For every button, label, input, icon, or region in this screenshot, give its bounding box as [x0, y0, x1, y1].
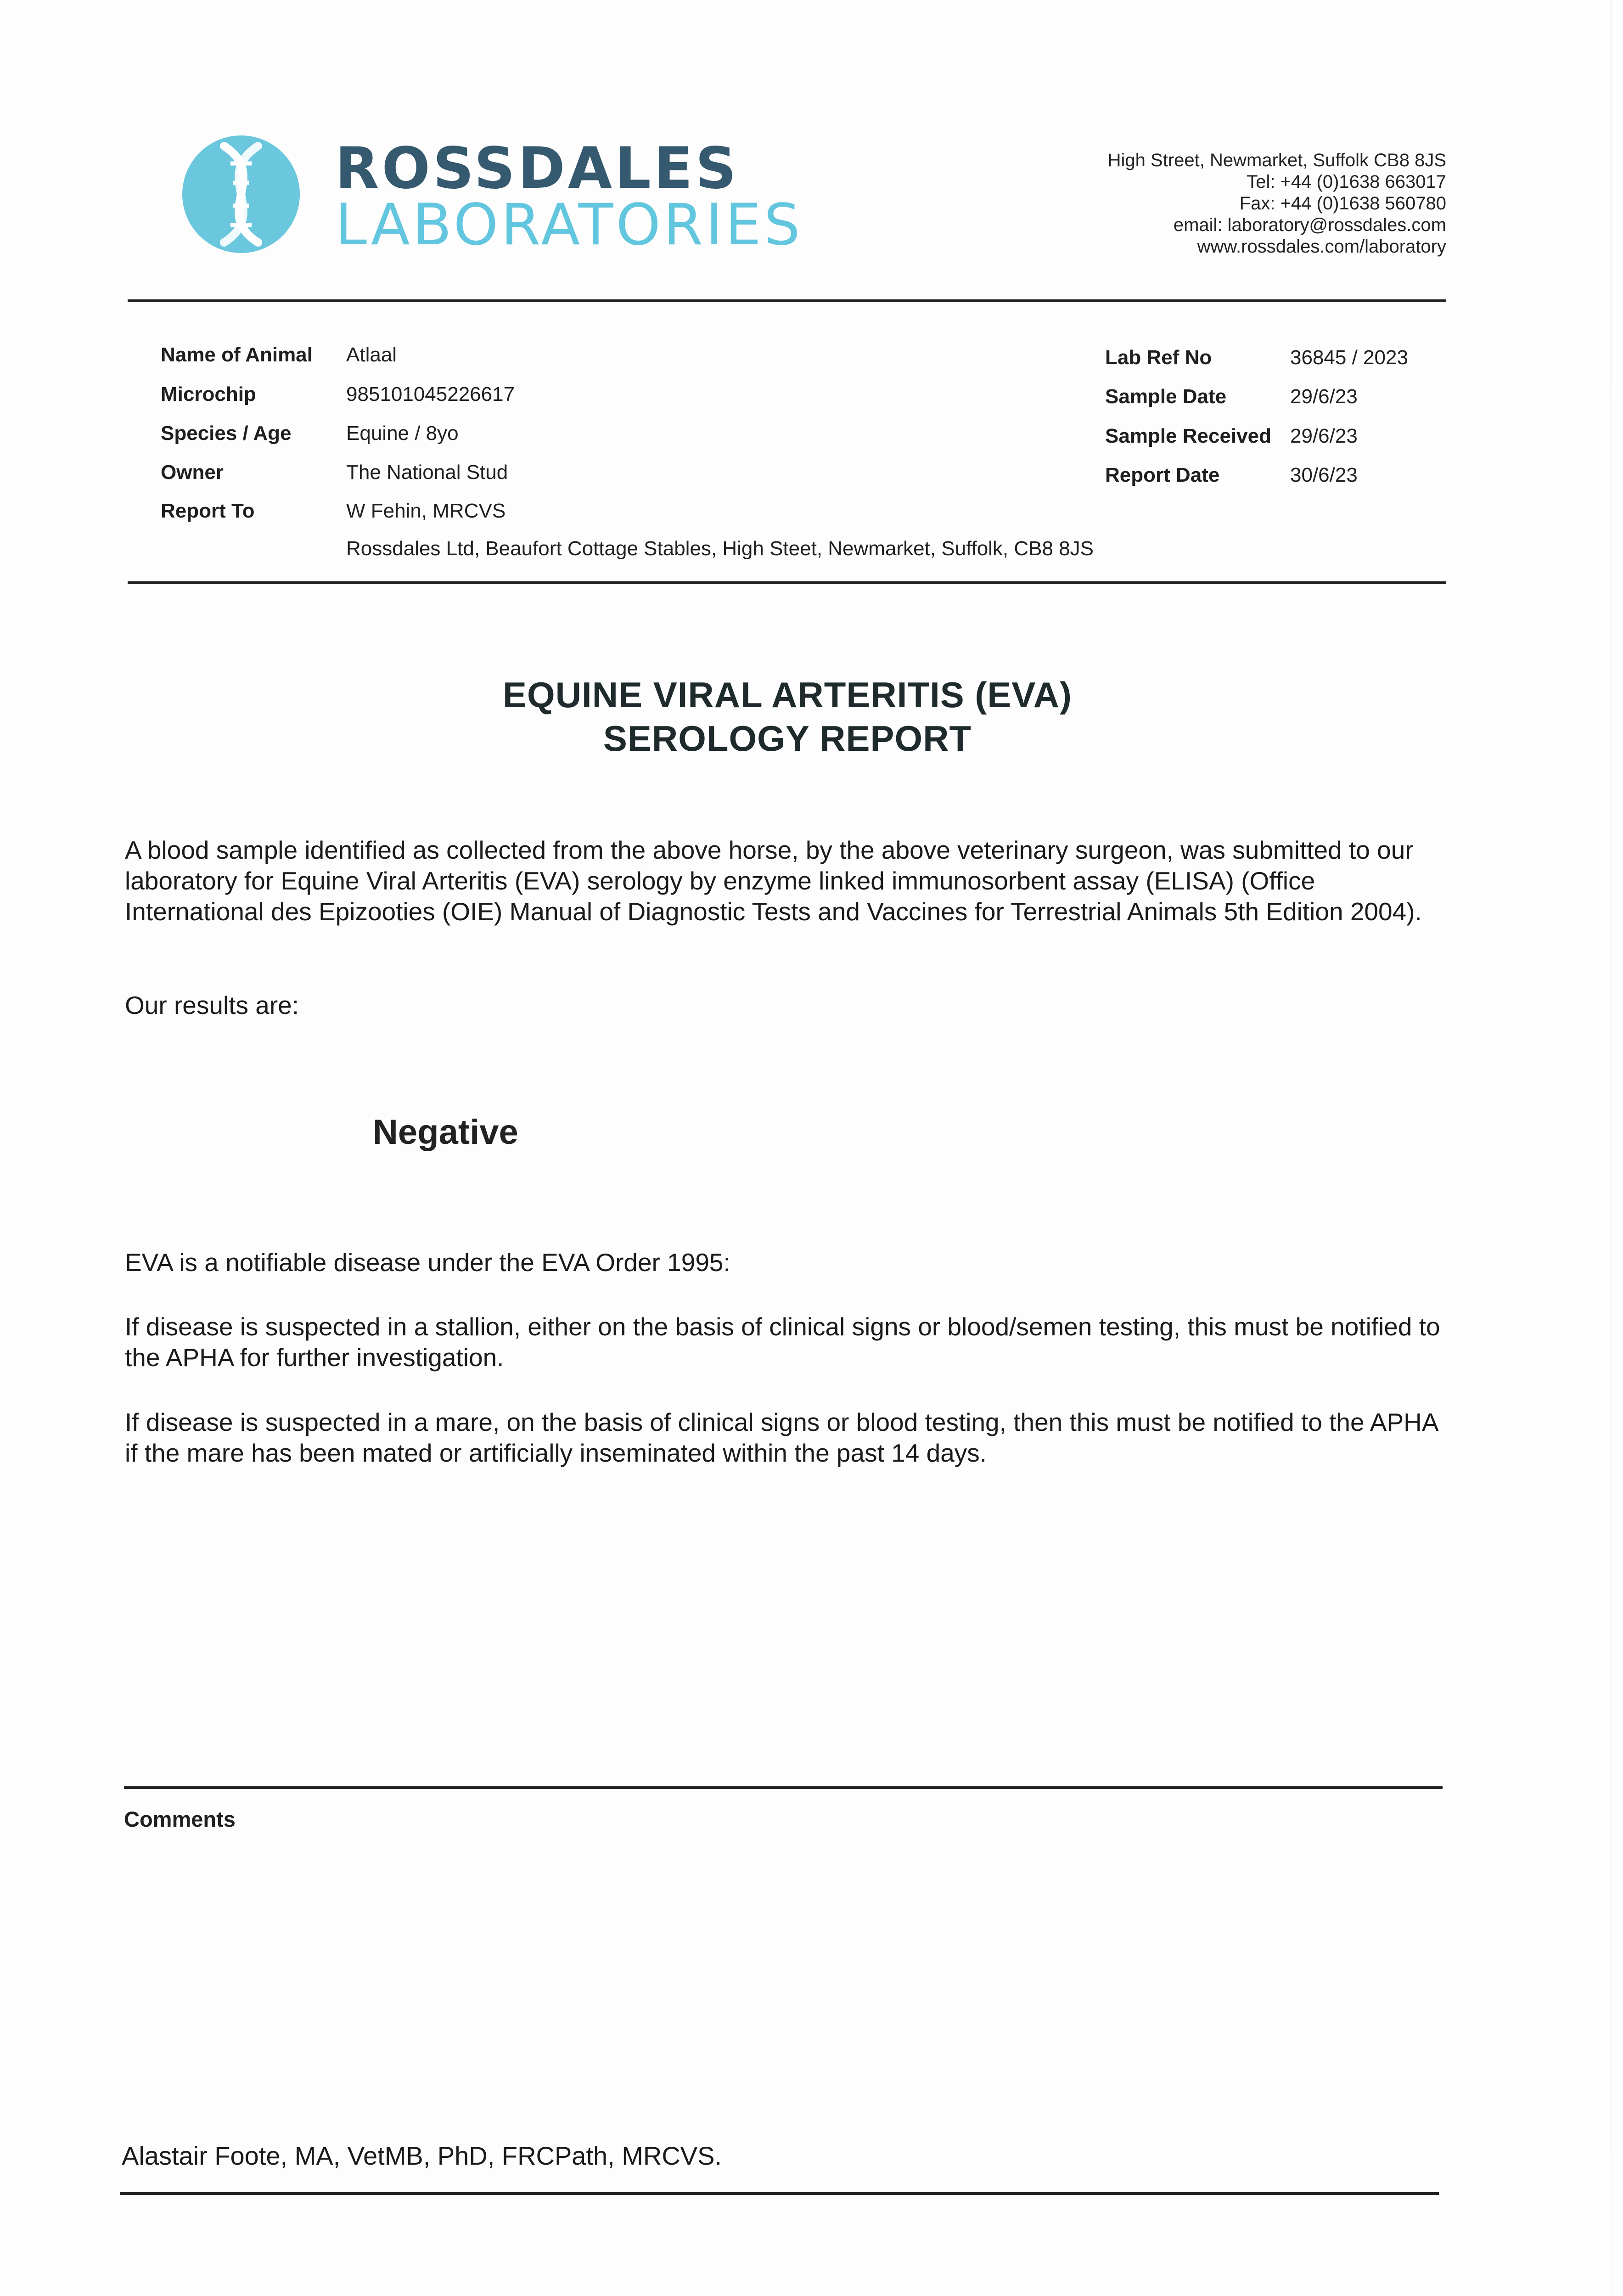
- microchip-value: 985101045226617: [346, 383, 515, 405]
- owner-label: Owner: [161, 461, 224, 484]
- lab-ref-value: 36845 / 2023: [1290, 346, 1408, 369]
- brand-name-line2: LABORATORIES: [335, 192, 803, 258]
- divider-comments: [124, 1786, 1443, 1789]
- lab-ref-label: Lab Ref No: [1105, 346, 1212, 369]
- owner-value: The National Stud: [346, 461, 508, 484]
- microchip-label: Microchip: [161, 383, 256, 405]
- eva-notifiable-note: EVA is a notifiable disease under the EVA Order 1995:: [125, 1248, 730, 1277]
- report-to-address: Rossdales Ltd, Beaufort Cottage Stables, High Steet, Newmarket, Suffolk, CB8 8JS: [346, 537, 1094, 560]
- species-age-label: Species / Age: [161, 422, 292, 445]
- sample-received-value: 29/6/23: [1290, 425, 1358, 447]
- scan-edge: [1611, 0, 1612, 2296]
- contact-email: email: laboratory@rossdales.com: [1173, 215, 1446, 235]
- dna-helix-icon: [179, 132, 303, 256]
- report-title-line2: SEROLOGY REPORT: [603, 718, 972, 759]
- report-to-label: Report To: [161, 500, 255, 522]
- signature-line: Alastair Foote, MA, VetMB, PhD, FRCPath, MRCVS.: [122, 2141, 722, 2170]
- divider-top: [128, 299, 1446, 302]
- report-date-value: 30/6/23: [1290, 464, 1358, 486]
- animal-name-label: Name of Animal: [161, 343, 313, 366]
- comments-label: Comments: [124, 1807, 236, 1831]
- contact-web: www.rossdales.com/laboratory: [1197, 236, 1446, 257]
- sample-date-value: 29/6/23: [1290, 385, 1358, 408]
- stallion-note: If disease is suspected in a stallion, either on the basis of clinical signs or blood/semen testing, this must be notified to the APHA for further investigation.: [125, 1312, 1440, 1372]
- species-age-value: Equine / 8yo: [346, 422, 459, 445]
- contact-address: High Street, Newmarket, Suffolk CB8 8JS: [1107, 150, 1446, 170]
- report-title-line1: EQUINE VIRAL ARTERITIS (EVA): [503, 675, 1072, 715]
- animal-name-value: Atlaal: [346, 343, 397, 366]
- contact-block: [1108, 150, 1446, 258]
- contact-tel: Tel: +44 (0)1638 663017: [1247, 172, 1446, 192]
- divider-bottom: [120, 2192, 1439, 2195]
- results-lead: Our results are:: [125, 991, 299, 1019]
- divider-details: [128, 581, 1446, 584]
- intro-paragraph: A blood sample identified as collected from the above horse, by the above veterinary surgeon, was submitted to our laboratory for Equine Viral Arteritis (EVA) serology by enzyme linked immunosorbent assay (ELISA) (Office International des Epizooties (OIE) Manual of Diagnostic Tests and Vaccines for Terrestrial Animals 5th Edition 2004).: [125, 836, 1422, 926]
- sample-date-label: Sample Date: [1105, 385, 1227, 408]
- report-date-label: Report Date: [1105, 464, 1220, 486]
- mare-note: If disease is suspected in a mare, on the basis of clinical signs or blood testing, then this must be notified to the APHA if the mare has been mated or artificially inseminated within the past 14 days.: [125, 1408, 1438, 1467]
- brand-name-line1: ROSSDALES: [335, 135, 739, 202]
- sample-received-label: Sample Received: [1105, 425, 1271, 447]
- result-value: Negative: [373, 1113, 518, 1152]
- report-to-value: W Fehin, MRCVS: [346, 500, 506, 522]
- contact-fax: Fax: +44 (0)1638 560780: [1239, 193, 1446, 214]
